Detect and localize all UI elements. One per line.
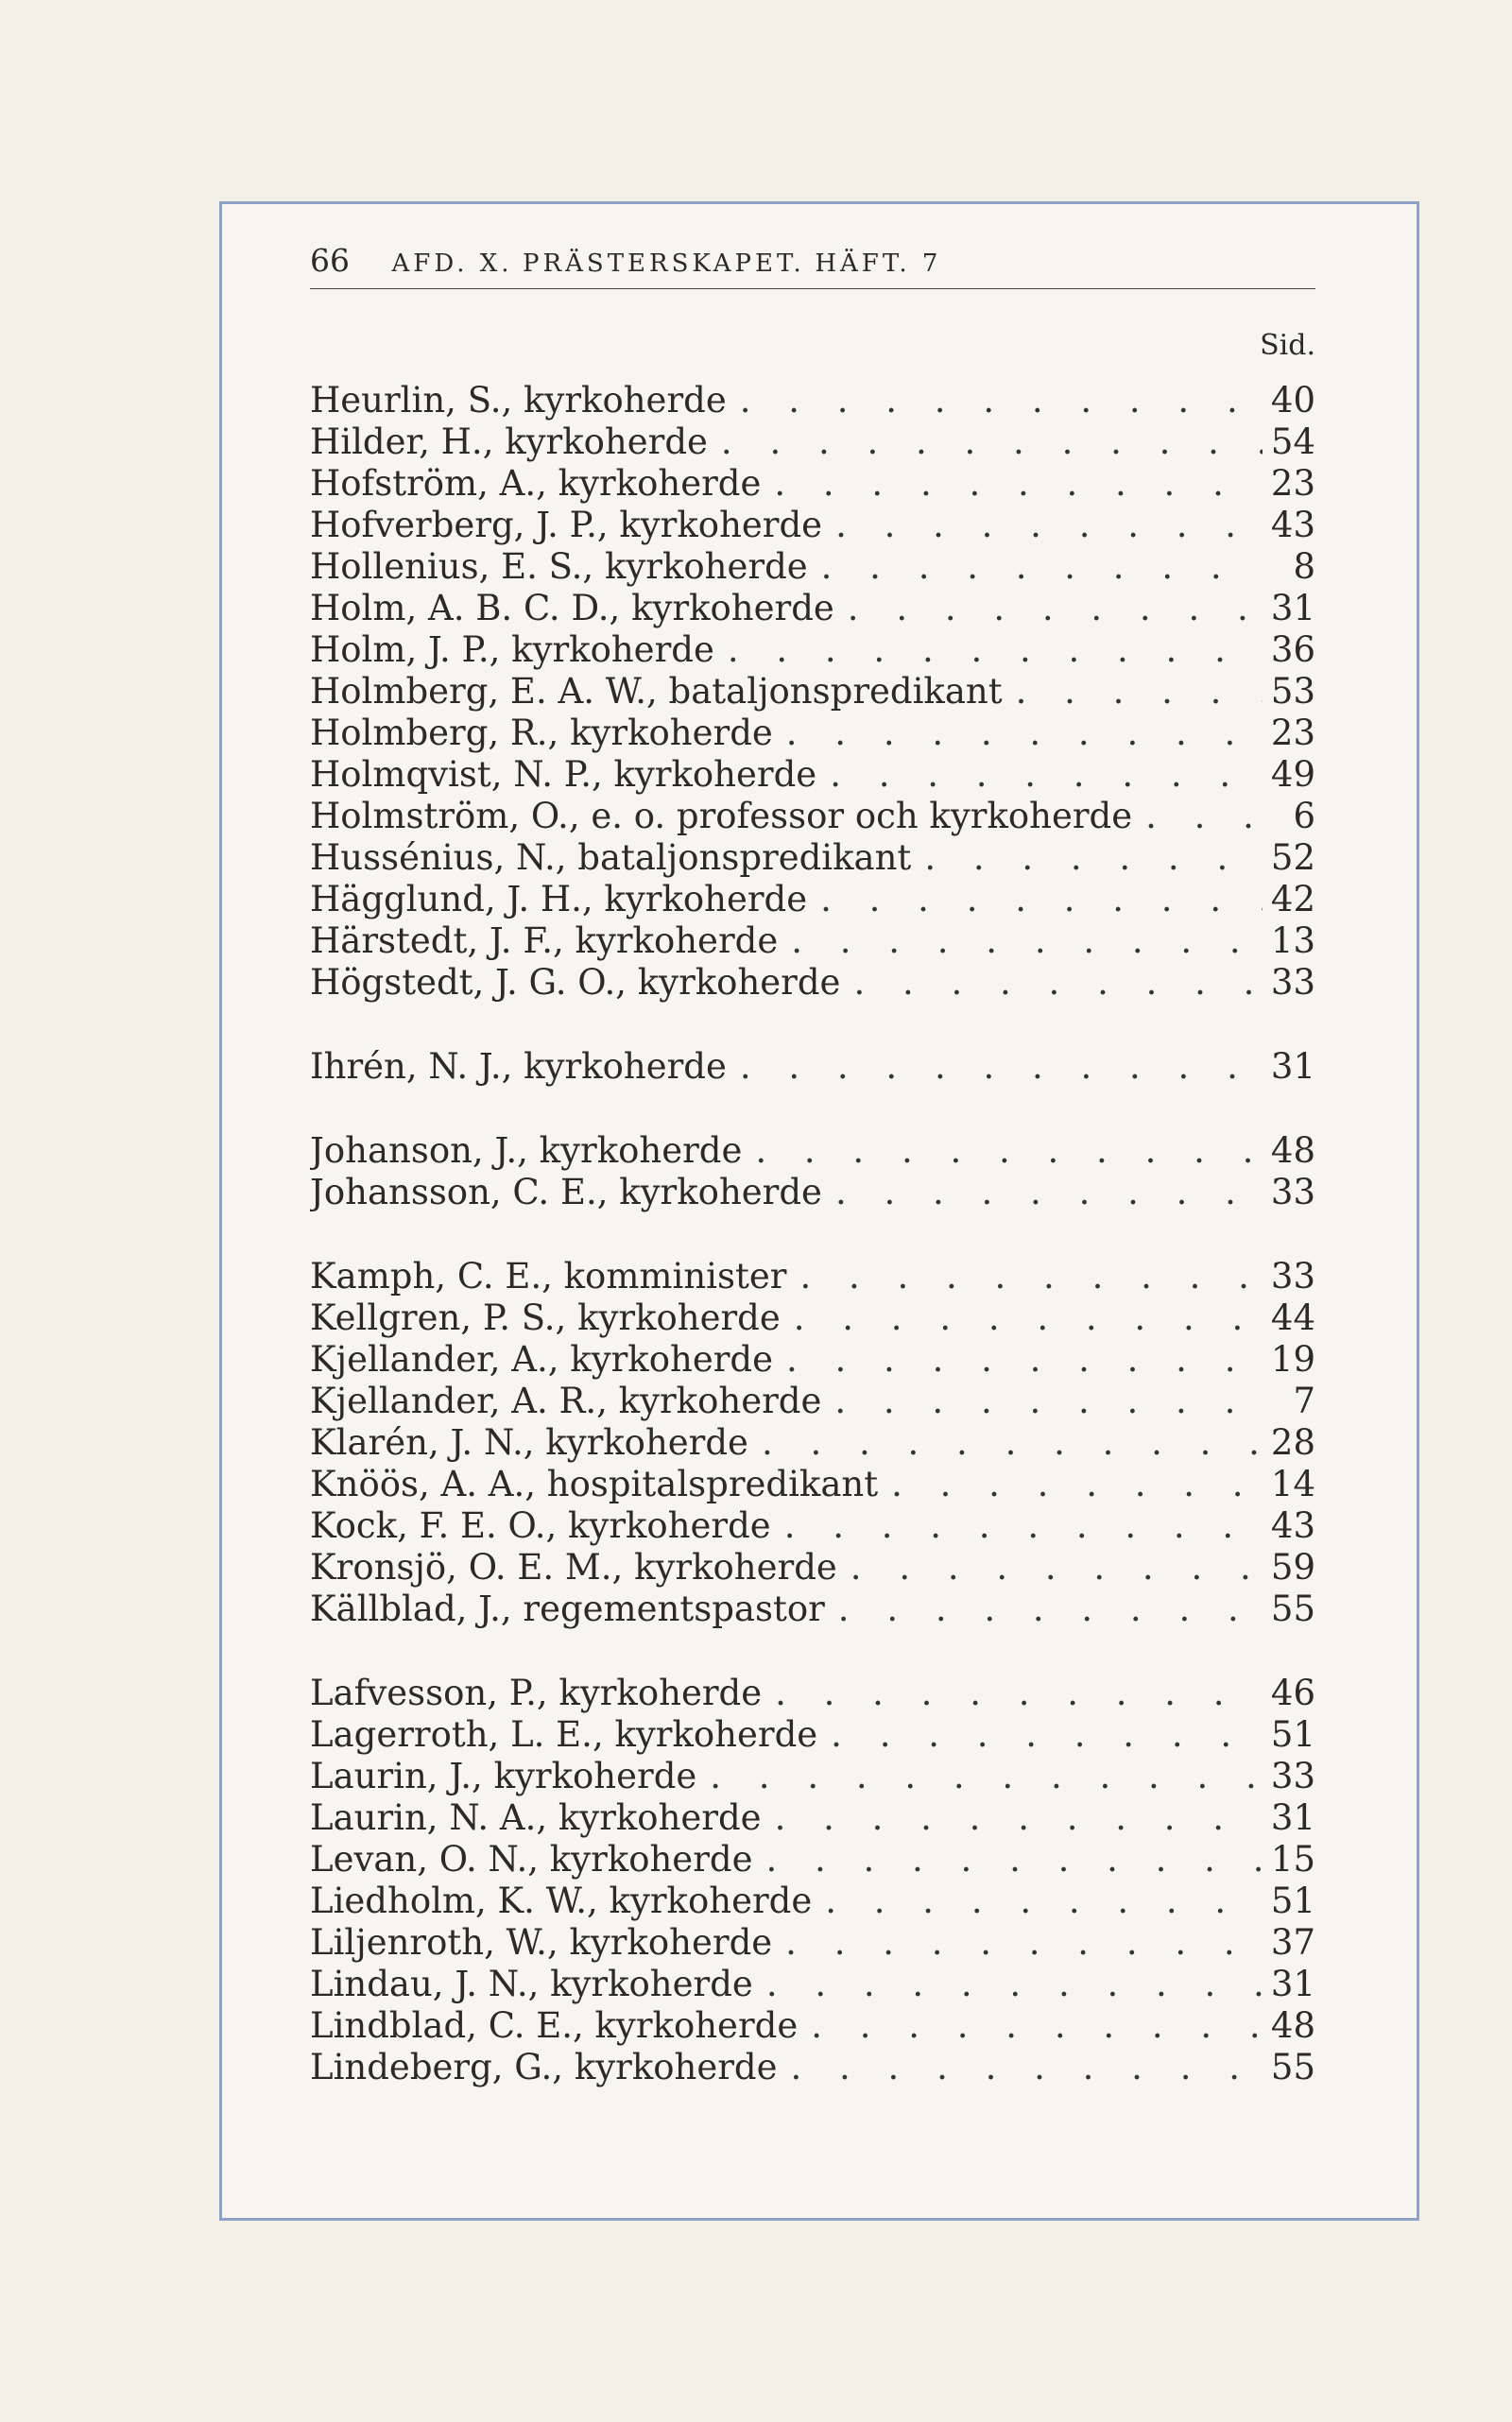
issue-label: HÄFT. 7 <box>815 249 942 278</box>
running-header <box>310 242 1315 289</box>
entry-name: Laurin, J., kyrkoherde <box>310 1756 697 1796</box>
entry-page: 44 <box>1270 1297 1315 1338</box>
index-entry <box>310 629 1315 671</box>
entry-page: 31 <box>1270 1046 1315 1087</box>
entry-name: Högstedt, J. G. O., kyrkoherde <box>310 962 841 1003</box>
dot-leader <box>786 1339 1263 1381</box>
entry-page: 49 <box>1270 754 1315 795</box>
index-entry <box>310 1714 1315 1756</box>
dot-leader <box>784 1505 1263 1547</box>
dot-leader <box>774 463 1263 505</box>
entry-name: Lindeberg, G., kyrkoherde <box>310 2047 778 2087</box>
entry-page: 31 <box>1270 1964 1315 2004</box>
index-entry <box>310 1172 1315 1213</box>
dot-leader <box>825 1881 1263 1922</box>
entry-page: 48 <box>1270 1130 1315 1171</box>
dot-leader <box>775 1797 1263 1839</box>
index-entry <box>310 1505 1315 1547</box>
entry-page: 37 <box>1270 1922 1315 1963</box>
section-label: AFD. X. <box>391 249 513 278</box>
entry-page: 14 <box>1270 1464 1315 1504</box>
entry-name: Johansson, C. E., kyrkoherde <box>310 1172 822 1212</box>
entry-page: 51 <box>1270 1714 1315 1755</box>
dot-leader <box>721 421 1263 463</box>
column-label: Sid. <box>1260 329 1315 362</box>
entry-page: 28 <box>1270 1422 1315 1463</box>
entry-name: Hofverberg, J. P., kyrkoherde <box>310 505 823 545</box>
entry-page: 42 <box>1270 879 1315 919</box>
entry-page: 55 <box>1270 1589 1315 1629</box>
dot-leader <box>831 1714 1263 1756</box>
index-entry <box>310 1547 1315 1589</box>
entry-page: 19 <box>1270 1339 1315 1380</box>
entry-name: Källblad, J., regementspastor <box>310 1589 825 1629</box>
dot-leader <box>850 1547 1263 1589</box>
entry-page: 23 <box>1270 463 1315 504</box>
entry-name: Hollenius, E. S., kyrkoherde <box>310 546 808 587</box>
index-entry <box>310 1881 1315 1922</box>
index-entry <box>310 754 1315 796</box>
dot-leader <box>785 1922 1263 1964</box>
entry-name: Kjellander, A., kyrkoherde <box>310 1339 773 1380</box>
index-entry <box>310 796 1315 837</box>
entry-name: Lindblad, C. E., kyrkoherde <box>310 2005 799 2046</box>
index-entry <box>310 1046 1315 1088</box>
index-entry <box>310 463 1315 505</box>
entry-page: 13 <box>1270 920 1315 961</box>
entry-name: Kamph, C. E., komminister <box>310 1256 787 1297</box>
group-gap <box>310 1630 1315 1673</box>
index-entry <box>310 1422 1315 1464</box>
group-gap <box>310 1004 1315 1046</box>
index-entry <box>310 1797 1315 1839</box>
entry-page: 43 <box>1270 1505 1315 1546</box>
dot-leader <box>791 920 1263 962</box>
dot-leader <box>835 505 1263 546</box>
index-entry <box>310 2005 1315 2047</box>
index-entry <box>310 1589 1315 1630</box>
entry-page: 54 <box>1270 421 1315 462</box>
index-entry <box>310 1756 1315 1797</box>
index-entry <box>310 1297 1315 1339</box>
index-entry <box>310 879 1315 920</box>
entry-page: 31 <box>1270 1797 1315 1838</box>
entry-page: 46 <box>1270 1673 1315 1713</box>
group-gap <box>310 1088 1315 1130</box>
entry-page: 33 <box>1270 962 1315 1003</box>
dot-leader <box>924 837 1263 879</box>
entry-name: Kock, F. E. O., kyrkoherde <box>310 1505 771 1546</box>
entry-name: Hägglund, J. H., kyrkoherde <box>310 879 808 919</box>
dot-leader <box>891 1464 1263 1505</box>
entry-page: 6 <box>1293 796 1315 836</box>
dot-leader <box>794 1297 1263 1339</box>
index-entry <box>310 962 1315 1004</box>
entry-page: 8 <box>1293 546 1315 587</box>
dot-leader <box>775 1673 1263 1714</box>
entry-page: 51 <box>1270 1881 1315 1921</box>
entry-page: 55 <box>1270 2047 1315 2087</box>
index-entry <box>310 1464 1315 1505</box>
entry-name: Lafvesson, P., kyrkoherde <box>310 1673 763 1713</box>
entry-page: 36 <box>1270 629 1315 670</box>
dot-leader <box>791 2047 1263 2088</box>
index-list <box>310 380 1315 2088</box>
index-entry <box>310 1130 1315 1172</box>
index-entry <box>310 1256 1315 1297</box>
index-entry <box>310 1839 1315 1881</box>
entry-name: Ihrén, N. J., kyrkoherde <box>310 1046 727 1087</box>
page-number: 66 <box>310 242 350 279</box>
index-entry <box>310 421 1315 463</box>
index-entry <box>310 588 1315 629</box>
index-entry <box>310 2047 1315 2088</box>
entry-page: 7 <box>1293 1381 1315 1421</box>
index-entry <box>310 1964 1315 2005</box>
entry-name: Klarén, J. N., kyrkoherde <box>310 1422 748 1463</box>
index-entry <box>310 837 1315 879</box>
entry-page: 33 <box>1270 1756 1315 1796</box>
entry-page: 43 <box>1270 505 1315 545</box>
entry-name: Härstedt, J. F., kyrkoherde <box>310 920 779 961</box>
index-entry <box>310 713 1315 754</box>
dot-leader <box>830 754 1263 796</box>
entry-name: Holmberg, E. A. W., bataljonspredikant <box>310 671 1003 712</box>
entry-name: Heurlin, S., kyrkoherde <box>310 380 727 421</box>
dot-leader <box>821 546 1263 588</box>
index-entry <box>310 1339 1315 1381</box>
index-entry <box>310 505 1315 546</box>
entry-name: Kellgren, P. S., kyrkoherde <box>310 1297 781 1338</box>
entry-name: Levan, O. N., kyrkoherde <box>310 1839 753 1880</box>
entry-name: Holmqvist, N. P., kyrkoherde <box>310 754 817 795</box>
dot-leader <box>848 588 1263 629</box>
entry-page: 53 <box>1270 671 1315 712</box>
entry-name: Lagerroth, L. E., kyrkoherde <box>310 1714 818 1755</box>
entry-name: Knöös, A. A., hospitalspredikant <box>310 1464 879 1504</box>
entry-page: 52 <box>1270 837 1315 878</box>
dot-leader <box>835 1172 1263 1213</box>
dot-leader <box>740 380 1263 421</box>
entry-name: Holmström, O., e. o. professor och kyrkoherde <box>310 796 1133 836</box>
entry-page: 59 <box>1270 1547 1315 1588</box>
entry-name: Liljenroth, W., kyrkoherde <box>310 1922 773 1963</box>
index-entry <box>310 380 1315 421</box>
entry-page: 48 <box>1270 2005 1315 2046</box>
entry-name: Hofström, A., kyrkoherde <box>310 463 762 504</box>
dot-leader <box>1145 796 1263 837</box>
dot-leader <box>786 713 1263 754</box>
dot-leader <box>834 1381 1263 1422</box>
dot-leader <box>755 1130 1263 1172</box>
entry-name: Johanson, J., kyrkoherde <box>310 1130 743 1171</box>
entry-page: 33 <box>1270 1256 1315 1297</box>
entry-name: Kjellander, A. R., kyrkoherde <box>310 1381 822 1421</box>
dot-leader <box>838 1589 1263 1630</box>
dot-leader <box>762 1422 1263 1464</box>
dot-leader <box>766 1964 1263 2005</box>
dot-leader <box>740 1046 1263 1088</box>
index-entry <box>310 671 1315 713</box>
dot-leader <box>799 1256 1263 1297</box>
index-entry <box>310 1381 1315 1422</box>
entry-name: Lindau, J. N., kyrkoherde <box>310 1964 753 2004</box>
index-entry <box>310 1922 1315 1964</box>
index-entry <box>310 1673 1315 1714</box>
entry-page: 31 <box>1270 588 1315 628</box>
entry-name: Kronsjö, O. E. M., kyrkoherde <box>310 1547 837 1588</box>
entry-name: Holmberg, R., kyrkoherde <box>310 713 773 753</box>
entry-page: 23 <box>1270 713 1315 753</box>
index-entry <box>310 546 1315 588</box>
entry-name: Liedholm, K. W., kyrkoherde <box>310 1881 813 1921</box>
dot-leader <box>853 962 1263 1004</box>
entry-page: 40 <box>1270 380 1315 421</box>
entry-name: Holm, A. B. C. D., kyrkoherde <box>310 588 834 628</box>
index-entry <box>310 920 1315 962</box>
group-gap <box>310 1213 1315 1256</box>
dot-leader <box>710 1756 1263 1797</box>
entry-name: Hussénius, N., bataljonspredikant <box>310 837 912 878</box>
dot-leader <box>1016 671 1263 713</box>
dot-leader <box>811 2005 1263 2047</box>
dot-leader <box>820 879 1263 920</box>
entry-page: 15 <box>1270 1839 1315 1880</box>
dot-leader <box>765 1839 1263 1881</box>
dot-leader <box>728 629 1263 671</box>
entry-page: 33 <box>1270 1172 1315 1212</box>
header-title: PRÄSTERSKAPET. <box>523 249 805 278</box>
entry-name: Laurin, N. A., kyrkoherde <box>310 1797 762 1838</box>
entry-name: Hilder, H., kyrkoherde <box>310 421 708 462</box>
entry-name: Holm, J. P., kyrkoherde <box>310 629 714 670</box>
